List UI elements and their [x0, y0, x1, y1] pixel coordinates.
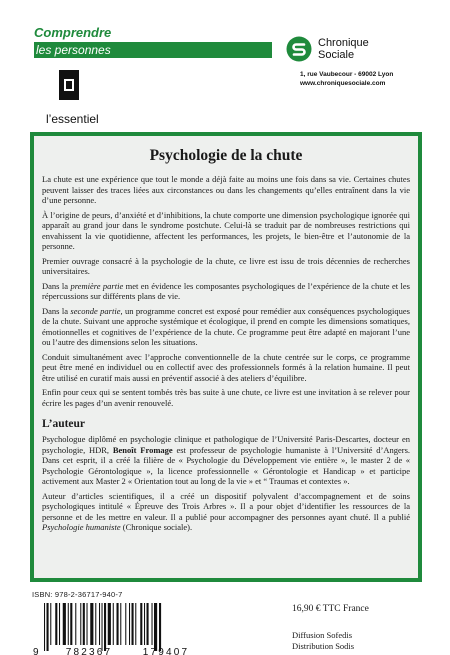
part-one-text: met en évidence les composantes psychologiques de l’expérience de la chute et les répercussions sur différents plans de vie. — [42, 280, 410, 301]
publisher-address-block — [300, 70, 446, 88]
barcode — [30, 601, 220, 655]
author-name: Benoît Fromage — [112, 444, 173, 455]
publisher-name — [318, 37, 369, 61]
author-p1-text: est professeur de psychologie humaniste à l’Université d’Angers. Dans cet esprit, il a créé la filière de « Psychologie du Développement vie entière », le master 2 de « Psychologie Gérontologique », la licence professionnelle « Gérontologie et Handicap » et participe activement aux Master 2 « Orientation tout au long de la vie » et “ Traumas et contextes ». — [42, 444, 411, 486]
book-title: Psychologie de la chute — [149, 147, 303, 164]
distribution-line: Distribution Sodis — [292, 641, 355, 651]
summary-paragraph-3: Premier ouvrage consacré à la psychologie de la chute, ce livre est issu de trois décennies de recherches universitaires. — [42, 255, 410, 276]
collection-logo — [46, 70, 126, 126]
publisher-logo-icon — [286, 36, 312, 62]
author-heading: L’auteur — [42, 418, 86, 430]
publisher-name-line-2: Sociale — [318, 49, 355, 61]
barcode-digit-first: 9 — [33, 647, 39, 655]
author-paragraph-1 — [42, 434, 410, 487]
back-cover-frame — [30, 132, 422, 582]
collection-name: l’essentiel — [46, 112, 99, 126]
author-p2-text: (Chronique sociale). — [120, 522, 193, 532]
publisher-website: www.chroniquesociale.com — [300, 80, 386, 87]
publisher-address: 1, rue Vaubecour - 69002 Lyon — [300, 71, 394, 78]
author-p2-prefix: Auteur d’articles scientifiques, il a créé un dispositif polyvalent d’accompagnement et de soins psychologiques intitulé « Épreuve des Trois Arbres ». Il a pour objet d’identifier les ressources de la personne et de les mettre en valeur. Il a publié pour accompagner des personnes ayant chuté. Il a publié — [42, 490, 410, 522]
barcode-digits-left: 782367 — [65, 647, 113, 655]
series-banner — [34, 24, 272, 58]
isbn-block — [30, 590, 220, 655]
part-two-paragraph — [42, 306, 410, 348]
collection-mark-icon — [59, 70, 79, 100]
part-two-prefix: Dans la — [42, 305, 71, 316]
price: 16,90 € TTC France — [292, 604, 369, 614]
series-line-2: les personnes — [34, 42, 272, 58]
author-p1-prefix: Psychologue diplômé en psychologie clinique et pathologique de l’Université Paris-Descartes, docteur en psychologie, HDR, — [42, 434, 410, 455]
distribution-block — [292, 630, 354, 652]
back-cover-content — [42, 144, 410, 572]
author-paragraph-2 — [42, 491, 410, 533]
part-one-prefix: Dans la — [42, 280, 71, 291]
series-line-1: Comprendre — [34, 25, 112, 40]
summary-paragraph-6: Conduit simultanément avec l’approche conventionnelle de la chute centrée sur le corps, ce programme peut être mené en individuel ou en collectif avec des professionnels formés à la relation humaine. Il peut être utilisé en curatif mais aussi en préventif associé à des ateliers d’équilibre. — [42, 351, 410, 383]
author-book-title: Psychologie humaniste — [42, 522, 121, 532]
publisher-name-line-1: Chronique — [318, 37, 369, 49]
publisher-block — [286, 36, 446, 88]
publisher-logo — [286, 36, 446, 62]
isbn-label: ISBN: 978-2-36717-940-7 — [32, 590, 123, 599]
part-two-emphasis: seconde partie — [70, 305, 121, 316]
part-one-paragraph — [42, 281, 410, 302]
barcode-digits-right: 179407 — [142, 647, 190, 655]
diffusion-line: Diffusion Sofedis — [292, 630, 353, 640]
summary-paragraph-2: À l’origine de peurs, d’anxiété et d’inhibitions, la chute comporte une dimension psychologique ignorée qui apparaît au grand jour dans le syndrome postchute. Celui-là se traduit par de nombreuses restrictions qui envahissent la vie quotidienne, affectent les performances, les projets, le bien-être et l’autonomie de la personne. — [42, 209, 410, 251]
summary-paragraph-1: La chute est une expérience que tout le monde a déjà faite au moins une fois dans sa vie. Certaines chutes peuvent laisser des traces liées aux circonstances ou dans les changements qu’elles entraînent dans la vie d’une personne. — [42, 174, 410, 205]
part-two-text: , un programme concret est exposé pour remédier aux conséquences psychologiques de la chute. Suivant une approche systémique et écologique, il prend en compte les dimensions somatiques, émotionnelles et cognitives de l’expérience de la chute. Ce programme peut être adapté en majorant l’une ou l’autre des dimensions selon les situations. — [42, 305, 410, 347]
summary-paragraph-7: Enfin pour ceux qui se sentent tombés très bas suite à une chute, ce livre est une invitation à se relever pour écrire les pages d’un avenir renouvelé. — [42, 387, 410, 408]
part-one-emphasis: première partie — [70, 280, 124, 291]
